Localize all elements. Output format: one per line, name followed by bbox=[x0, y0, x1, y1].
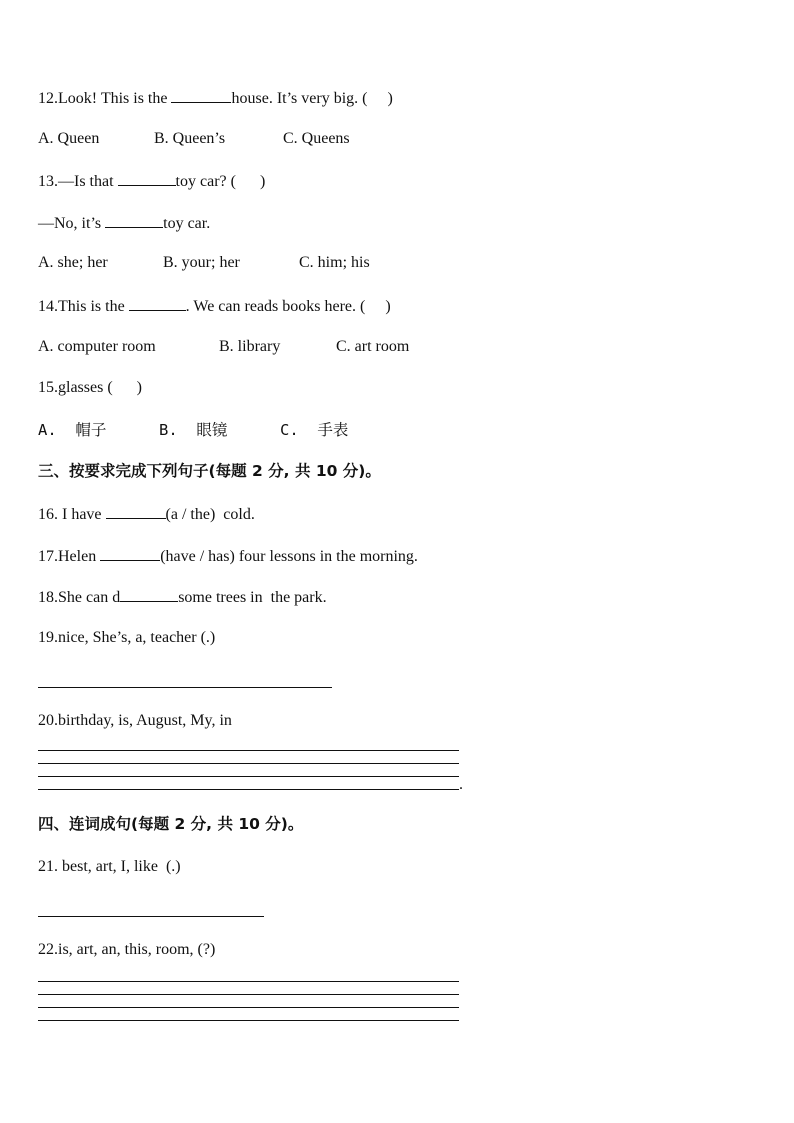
option-c: C. 手表 bbox=[280, 421, 349, 439]
question-13-text-before: 13.—Is that bbox=[38, 173, 118, 190]
question-17-text-before: 17.Helen bbox=[38, 548, 101, 565]
answer-line[interactable] bbox=[38, 687, 332, 688]
option-a: A. computer room bbox=[38, 338, 156, 355]
answer-line[interactable] bbox=[38, 981, 459, 982]
option-c: C. Queens bbox=[283, 130, 350, 147]
answer-line[interactable] bbox=[38, 750, 459, 751]
question-17-text-after: (have / has) four lessons in the morning. bbox=[160, 548, 418, 565]
question-22: 22.is, art, an, this, room, (?) bbox=[38, 941, 216, 958]
answer-line[interactable] bbox=[38, 1007, 459, 1008]
question-18-text-before: 18.She can d bbox=[38, 589, 121, 606]
option-c: C. art room bbox=[336, 338, 410, 355]
option-b: B. 眼镜 bbox=[159, 421, 228, 439]
question-16 bbox=[38, 503, 255, 525]
question-13-reply-before: —No, it’s bbox=[38, 215, 106, 232]
question-21: 21. best, art, I, like (.) bbox=[38, 858, 181, 875]
answer-blank[interactable] bbox=[171, 87, 231, 103]
option-c: C. him; his bbox=[299, 254, 370, 271]
answer-blank[interactable] bbox=[118, 170, 176, 186]
question-14-text-after: . We can reads books here. ( ) bbox=[185, 298, 391, 315]
answer-line[interactable] bbox=[38, 776, 459, 777]
answer-line[interactable] bbox=[38, 1020, 459, 1021]
option-b: B. Queen’s bbox=[154, 130, 226, 147]
question-12 bbox=[38, 87, 393, 109]
question-15: 15.glasses ( ) bbox=[38, 379, 142, 396]
answer-line[interactable] bbox=[38, 994, 459, 995]
option-b: B. your; her bbox=[163, 254, 240, 271]
question-17 bbox=[38, 545, 418, 567]
answer-blank[interactable] bbox=[105, 212, 163, 228]
question-16-text-after: (a / the) cold. bbox=[165, 506, 255, 523]
question-13-text-after: toy car? ( ) bbox=[175, 173, 266, 190]
answer-line[interactable] bbox=[38, 763, 459, 764]
option-a: A. Queen bbox=[38, 130, 100, 147]
question-20: 20.birthday, is, August, My, in bbox=[38, 712, 232, 729]
question-12-text-after: house. It’s very big. ( ) bbox=[231, 90, 393, 107]
question-13-reply bbox=[38, 212, 210, 234]
question-18-text-after: some trees in the park. bbox=[178, 589, 327, 606]
section-4-heading: 四、连词成句(每题 2 分, 共 10 分)。 bbox=[38, 815, 304, 833]
question-12-text-before: 12.Look! This is the bbox=[38, 90, 172, 107]
question-19: 19.nice, She’s, a, teacher (.) bbox=[38, 629, 216, 646]
option-b: B. library bbox=[219, 338, 281, 355]
question-14-text-before: 14.This is the bbox=[38, 298, 129, 315]
answer-blank[interactable] bbox=[106, 503, 166, 519]
answer-line[interactable] bbox=[38, 916, 264, 917]
question-20-end-mark: . bbox=[459, 776, 463, 793]
section-3-heading: 三、按要求完成下列句子(每题 2 分, 共 10 分)。 bbox=[38, 462, 381, 480]
question-14 bbox=[38, 295, 391, 317]
answer-blank[interactable] bbox=[120, 586, 178, 602]
question-13 bbox=[38, 170, 265, 192]
option-a: A. 帽子 bbox=[38, 421, 107, 439]
answer-blank[interactable] bbox=[100, 545, 160, 561]
answer-line[interactable] bbox=[38, 789, 459, 790]
question-18 bbox=[38, 586, 327, 608]
option-a: A. she; her bbox=[38, 254, 108, 271]
question-13-reply-after: toy car. bbox=[163, 215, 211, 232]
question-16-text-before: 16. I have bbox=[38, 506, 106, 523]
answer-blank[interactable] bbox=[129, 295, 186, 311]
